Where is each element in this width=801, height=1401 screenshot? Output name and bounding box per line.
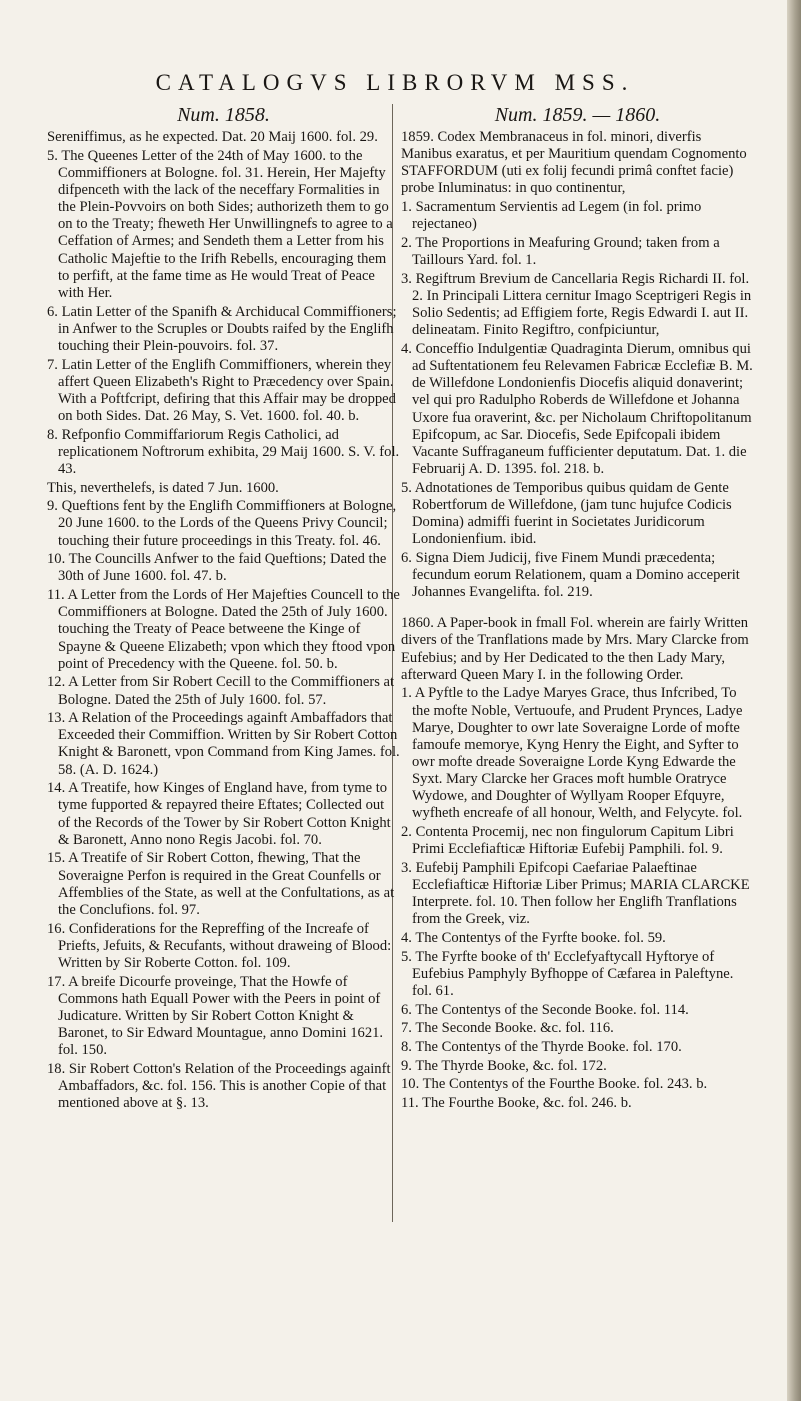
catalogue-entry: 13. A Relation of the Proceedings againft Ambaffadors that Exceeded their Commiffion. Written by Sir Robert Cotton Knight & Baronett, vpon Command from King James. fol. 58. (A. D. 1624.) (47, 710, 400, 778)
manuscript-heading: 1860. A Paper-book in fmall Fol. wherein are fairly Written divers of the Tranflations made by Mrs. Mary Clarcke from Eufebius; and by Her Dedicated to the then Lady Mary, afterward Queen Mary I. in the following Order. (401, 615, 749, 683)
catalogue-entry: 8. The Contentys of the Thyrde Booke. fol. 170. (401, 1038, 682, 1055)
catalogue-entry: 5. Adnotationes de Temporibus quibus quidam de Gente Robertforum de Willefdone, (jam tunc hujufce Codicis Domina) admiffi fuerint in Societates Juridicorum Londonienfium. ibid. (401, 479, 732, 548)
catalogue-entry: 15. A Treatife of Sir Robert Cotton, fhewing, That the Soveraigne Perfon is required in the Great Counfells or Affemblies of the State, as well at the Confultations, as at the Conclufions. fol. 97. (47, 850, 395, 918)
catalogue-entry: 18. Sir Robert Cotton's Relation of the Proceedings againft Ambaffadors, &c. fol. 156. This is another Copie of that mentioned above at §. 13. (47, 1060, 391, 1112)
catalogue-entry: 4. The Contentys of the Fyrfte booke. fol. 59. (401, 930, 666, 947)
catalogue-entry: 9. The Thyrde Booke, &c. fol. 172. (401, 1057, 607, 1074)
catalogue-entry: 14. A Treatife, how Kinges of England have, from tyme to tyme fupported & repayred theire Eftates; Collected out of the Records of the Tower by Sir Robert Cotton Knight & Baronett, Anno nono Regis Jacobi. fol. 70. (47, 780, 391, 848)
catalogue-entry: 17. A breife Dicourfe proveinge, That the Howfe of Commons hath Equall Power with the Peers in point of Judicature. Written by Sir Robert Cotton Knight & Baronet, to Sir Edward Mountague, anno Domini 1621. fol. 150. (47, 973, 384, 1059)
catalogue-entry: 9. Queftions fent by the Englifh Commiffioners at Bologne, 20 June 1600. to the Lords of the Queens Privy Council; touching their future proceedings in this Treaty. fol. 46. (47, 498, 397, 549)
left-column (47, 103, 400, 1114)
running-header: CATALOGVS LIBRORVM MSS. (155, 70, 635, 95)
catalogue-entry: 2. Contenta Procemij, nec non fingulorum Capitum Libri Primi Ecclefiafticæ Hiftoriæ Eufebij Pamphili. fol. 9. (401, 824, 734, 858)
catalogue-entry: 7. The Seconde Booke. &c. fol. 116. (401, 1020, 614, 1037)
catalogue-entry: 5. The Fyrfte booke of th' Ecclefyaftycall Hyftorye of Eufebius Pamphyly Byfhoppe of Cæfarea in Paleftyne. fol. 61. (401, 948, 734, 999)
right-column (401, 103, 754, 1114)
catalogue-note: This, neverthelefs, is dated 7 Jun. 1600. (47, 479, 279, 496)
page-edge (787, 0, 801, 1401)
catalogue-entry: 11. The Fourthe Booke, &c. fol. 246. b. (401, 1094, 632, 1111)
catalogue-entry: 4. Conceffio Indulgentiæ Quadraginta Dierum, omnibus qui ad Suftentationem feu Relevamen Fabricæ Ecclefiæ B. M. de Willefdone Londonienfis Diocefis aliquid donaverint; vel qui pro Radulpho Roberds de Willefdone et Johanna Uxore fua oraverint, &c. per Nicholaum Chriftopolitanum Epifcopum, ac Sar. Diocefis, Sede Epifcopali ibidem Vacante Suffraganeum fufficienter deputatum. Dat. 1. die Februarij A. D. 1395. fol. 218. b. (401, 340, 753, 477)
catalogue-entry: 3. Regiftrum Brevium de Cancellaria Regis Richardi II. fol. 2. In Principali Littera cernitur Imago Sceptrigeri Regis in Solio Sedentis; ad Effigiem forte, Regis Edwardi I. aut II. delineatam. Finito Regiftro, confpiciuntur, (401, 270, 752, 339)
catalogue-entry: 1. A Pyftle to the Ladye Maryes Grace, thus Infcribed, To the mofte Noble, Vertuoufe, and Prudent Prynces, Ladye Marye, Doughter to owr late Soveraigne Lorde of mofte famoufe memorye, Kyng Henry the Eight, and Syfter to owr mofte dreade Soveraigne Lorde Kyng Edwarde the Syxt. Mary Clarcke her Graces moft humble Oratryce Wydowe, and Doughter of Wyllyam Rooper Efquyre, wyfheth encreafe of all honour, Welth, and Felycyte. fol. (401, 685, 743, 822)
catalogue-entry: 5. The Queenes Letter of the 24th of May 1600. to the Commiffioners at Bologne. fol. 31. Herein, Her Majefty difpenceth with the lack of the neceffary Formalities in the Plein-Povvoirs on both Sides; authorizeth them to go on to the Treaty; fheweth Her Unwillingnefs to agree to a Ceffation of Armes; and Sendeth them a Letter from his Catholic Majeftie to the Irifh Rebells, encouraging them to perfift, at the fame time as He would Treat of Peace with Her. (47, 147, 393, 301)
manuscript-heading: 1859. Codex Membranaceus in fol. minori, diverfis Manibus exaratus, et per Mauritium quendam Cognomento STAFFORDUM (uti ex folij fecundi primâ conftet facie) probe Inluminatus: in quo continentur, (401, 129, 747, 197)
catalogue-entry: 6. Latin Letter of the Spanifh & Archiducal Commiffioners; in Anfwer to the Scruples or Doubts raifed by the Englifh touching their Plein-pouvoirs. fol. 37. (47, 303, 397, 354)
catalogue-entry: 7. Latin Letter of the Englifh Commiffioners, wherein they affert Queen Elizabeth's Right to Præcedency over Spain. With a Poftfcript, defiring that this Affair may be dropped on both Sides. Dat. 26 May, S. Vet. 1600. fol. 40. b. (47, 356, 396, 424)
catalogue-entry: 8. Refponfio Commiffariorum Regis Catholici, ad replicationem Noftrorum exhibita, 29 Maij 1600. S. V. fol. 43. (47, 426, 400, 477)
catalogue-entry: 3. Eufebij Pamphili Epifcopi Caefariae Palaeftinae Ecclefiafticæ Hiftoriæ Liber Primus; MARIA CLARCKE Interprete. fol. 10. Then follow her Englifh Tranflations from the Greek, viz. (401, 859, 750, 928)
catalogue-entry: 10. The Contentys of the Fourthe Booke. fol. 243. b. (401, 1076, 708, 1093)
catalogue-entry: 10. The Councills Anfwer to the faid Queftions; Dated the 30th of June 1600. fol. 47. b. (47, 551, 387, 585)
catalogue-entry: 2. The Proportions in Meafuring Ground; taken from a Taillours Yard. fol. 1. (401, 234, 720, 269)
catalogue-entry: 6. Signa Diem Judicij, five Finem Mundi præcedenta; fecundum eorum Relationem, quam a Domino acceperit Johannes Evangelifta. fol. 219. (401, 549, 740, 601)
right-number-heading: Num. 1859. — 1860. (494, 104, 661, 126)
catalogue-entry: Sereniffimus, as he expected. Dat. 20 Maij 1600. fol. 29. (47, 129, 378, 145)
catalogue-entry: 12. A Letter from Sir Robert Cecill to the Commiffioners at Bologne. Dated the 25th of July 1600. fol. 57. (47, 674, 395, 708)
catalogue-entry: 11. A Letter from the Lords of Her Majefties Councell to the Commiffioners at Bologne. Dated the 25th of July 1600. touching the Treaty of Peace betweene the Kinge of Spayne & Queene Elizabeth; vpon which they ftood vpon point of Precedency with the Queene. fol. 50. b. (47, 587, 400, 672)
catalogue-entry: 1. Sacramentum Servientis ad Legem (in fol. primo rejectaneo) (401, 199, 702, 233)
catalogue-entry: 16. Confiderations for the Repreffing of the Increafe of Priefts, Jefuits, & Recufants, without draweing of Blood: Written by Sir Roberte Cotton. fol. 109. (47, 920, 392, 971)
catalogue-entry: 6. The Contentys of the Seconde Booke. fol. 114. (401, 1001, 689, 1018)
left-number-heading: Num. 1858. (177, 104, 270, 126)
